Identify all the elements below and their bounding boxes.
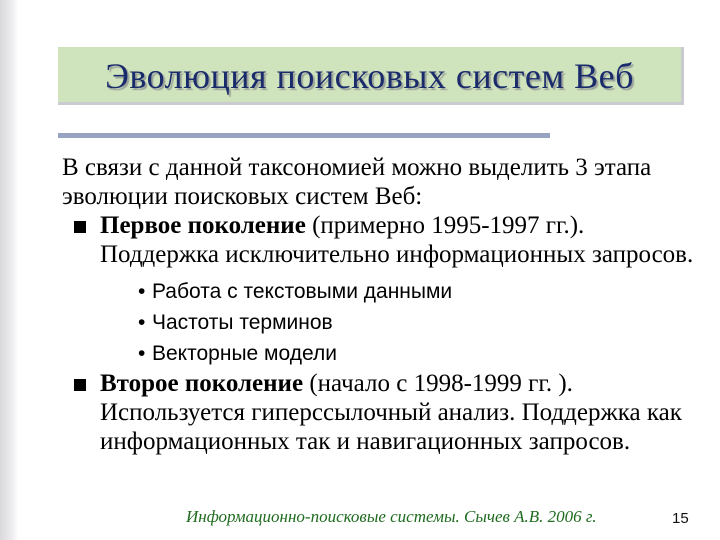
slide-content	[62, 153, 702, 456]
sub-item-text: Работа с текстовыми данными	[152, 280, 453, 303]
dot-bullet-icon: •	[138, 280, 146, 303]
list-item-description: (начало с 1998-1999 гг. ). Используется гиперссылочный анализ. Поддержка как информационных так и навигационных запросов.	[100, 370, 682, 455]
sub-item-text: Частоты терминов	[152, 311, 333, 334]
slide-title: Эволюция поисковых систем Веб	[105, 56, 634, 96]
left-decorative-band	[0, 0, 18, 540]
square-bullet-icon	[74, 379, 86, 391]
sub-item-text: Векторные модели	[152, 342, 337, 365]
intro-text: В связи с данной таксономией можно выделить 3 этапа эволюции поисковых систем Веб:	[62, 154, 652, 210]
dot-bullet-icon: •	[138, 311, 146, 334]
title-underline-bar	[58, 133, 550, 138]
sub-list-item	[100, 276, 702, 307]
list-item-description: (примерно 1995-1997 гг.). Поддержка исключительно информационных запросов.	[100, 212, 694, 268]
dot-bullet-icon: •	[138, 342, 146, 365]
sub-list-item	[100, 338, 702, 369]
list-item-text	[100, 211, 702, 269]
footer-text: Информационно-поисковые системы. Сычев А.В. 2006 г.	[186, 507, 597, 526]
list-item-heading: Первое поколение	[100, 212, 306, 239]
sub-list-item	[100, 307, 702, 338]
list-item-heading: Второе поколение	[100, 370, 304, 397]
title-box	[58, 47, 684, 105]
list-item-first-generation	[62, 211, 702, 369]
square-bullet-icon	[74, 221, 86, 233]
list-item-text	[100, 369, 702, 456]
sub-list	[100, 276, 702, 369]
page-number: 15	[672, 510, 689, 527]
list-item-second-generation	[62, 369, 702, 456]
